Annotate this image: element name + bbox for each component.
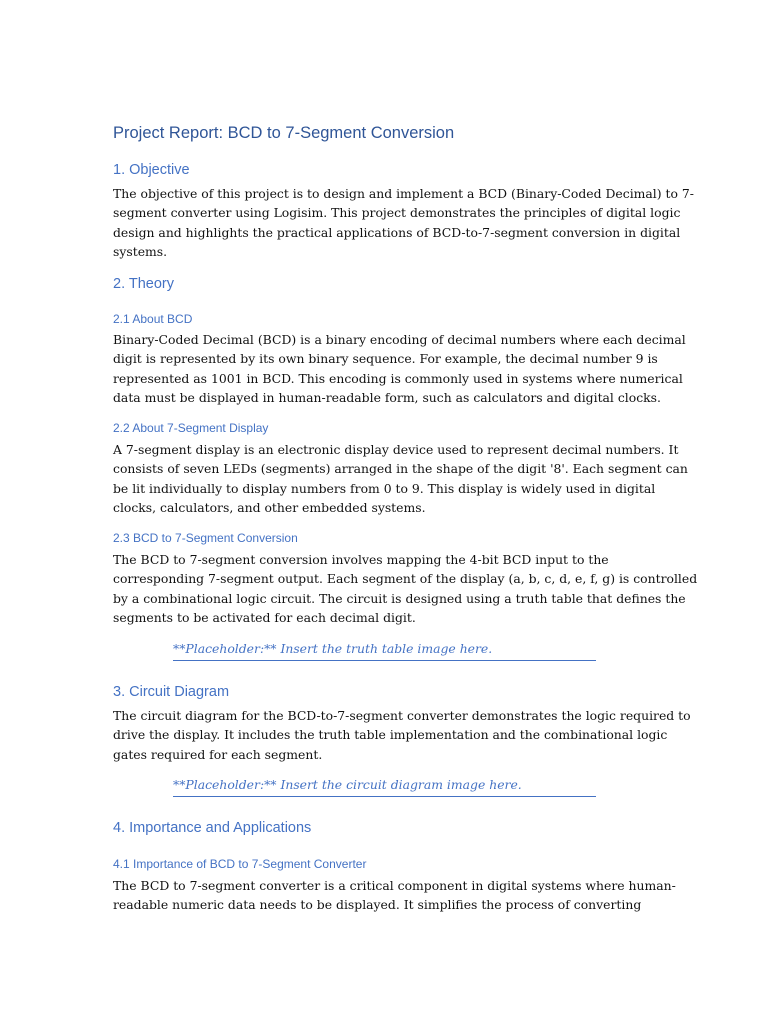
text-line: by a combinational logic circuit. The circuit is designed using a truth table that defines the (113, 590, 686, 606)
paragraph-circuit (113, 706, 691, 764)
heading-theory: 2. Theory (113, 276, 174, 292)
paragraph-importance-converter (113, 876, 676, 915)
heading-objective: 1. Objective (113, 162, 190, 178)
text-line: represented as 1001 in BCD. This encoding is commonly used in systems where numerical (113, 370, 683, 386)
text-line: readable numeric data needs to be displayed. It simplifies the process of converting (113, 897, 642, 913)
text-line: drive the display. It includes the truth table implementation and the combinational logic (113, 727, 668, 743)
text-line: gates required for each segment. (113, 746, 323, 762)
text-line: segment converter using Logisim. This project demonstrates the principles of digital logic (113, 205, 681, 221)
report-title: Project Report: BCD to 7-Segment Conversion (113, 124, 455, 142)
text-line: design and highlights the practical applications of BCD-to-7-segment conversion in digital (113, 224, 681, 240)
text-line: The objective of this project is to design and implement a BCD (Binary-Coded Decimal) to 7- (113, 186, 694, 201)
text-line: A 7-segment display is an electronic display device used to represent decimal numbers. It (113, 442, 679, 457)
text-line: be lit individually to display numbers from 0 to 9. This display is widely used in digital (113, 480, 656, 496)
heading-importance: 4. Importance and Applications (113, 820, 312, 836)
text-line: Binary-Coded Decimal (BCD) is a binary encoding of decimal numbers where each decimal (113, 332, 686, 347)
text-line: segments to be activated for each decimal digit. (113, 609, 416, 625)
heading-importance-converter: 4.1 Importance of BCD to 7-Segment Converter (113, 857, 367, 871)
text-line: clocks, calculators, and other embedded systems. (113, 499, 426, 515)
text-line: The circuit diagram for the BCD-to-7-segment converter demonstrates the logic required to (113, 708, 691, 723)
text-line: The BCD to 7-segment converter is a critical component in digital systems where human- (113, 878, 676, 893)
paragraph-conversion (113, 550, 698, 627)
text-line: digit is represented by its own binary sequence. For example, the decimal number 9 is (113, 351, 658, 367)
heading-about-bcd: 2.1 About BCD (113, 312, 193, 326)
heading-conversion: 2.3 BCD to 7-Segment Conversion (113, 531, 298, 545)
heading-circuit: 3. Circuit Diagram (113, 684, 230, 700)
text-line: systems. (113, 243, 168, 259)
truth-table-placeholder: **Placeholder:** Insert the truth table image here. (173, 641, 596, 661)
text-line: data must be displayed in human-readable form, such as calculators and digital clocks. (113, 389, 661, 405)
heading-about-display: 2.2 About 7-Segment Display (113, 421, 269, 435)
paragraph-objective (113, 184, 694, 261)
paragraph-about-bcd (113, 330, 686, 407)
text-line: The BCD to 7-segment conversion involves mapping the 4-bit BCD input to the (113, 552, 609, 567)
text-line: consists of seven LEDs (segments) arranged in the shape of the digit '8'. Each segment can (113, 461, 688, 477)
text-line: corresponding 7-segment output. Each segment of the display (a, b, c, d, e, f, g) is controlled (113, 571, 698, 587)
circuit-diagram-placeholder: **Placeholder:** Insert the circuit diagram image here. (173, 777, 596, 797)
paragraph-about-display (113, 440, 688, 517)
